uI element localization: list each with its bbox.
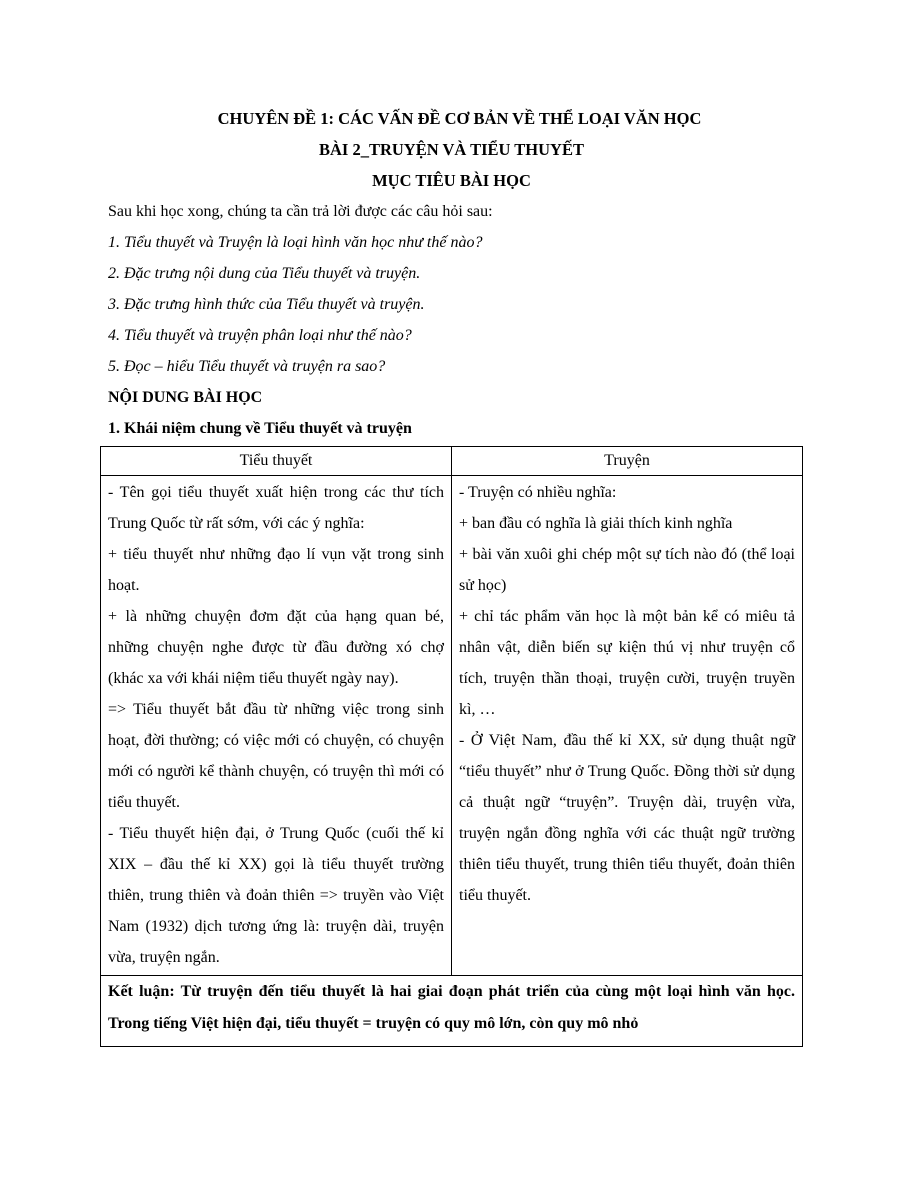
conclusion-row — [101, 976, 803, 1047]
document-page — [100, 103, 803, 1047]
novel-paragraph: - Tên gọi tiểu thuyết xuất hiện trong các thư tích Trung Quốc từ rất sớm, với các ý nghĩa: — [108, 484, 444, 532]
column-header-novel: Tiểu thuyết — [101, 447, 452, 476]
story-paragraph: + bài văn xuôi ghi chép một sự tích nào đó (thể loại sử học) — [459, 546, 795, 594]
lesson-title: BÀI 2_TRUYỆN VÀ TIỂU THUYẾT — [319, 140, 584, 159]
novel-paragraph: + tiểu thuyết như những đạo lí vụn vặt trong sinh hoạt. — [108, 546, 444, 594]
table-header-row — [101, 447, 803, 476]
novel-cell — [101, 476, 452, 976]
objective-question: 5. Đọc – hiểu Tiểu thuyết và truyện ra sao? — [108, 358, 386, 375]
comparison-table — [100, 446, 803, 1047]
objectives-intro: Sau khi học xong, chúng ta cần trả lời được các câu hỏi sau: — [108, 203, 493, 220]
novel-paragraph: - Tiểu thuyết hiện đại, ở Trung Quốc (cuối thế kỉ XIX – đầu thế kỉ XX) gọi là tiểu thuyết trường thiên, trung thiên và đoản thiên => truyền vào Việt Nam (1932) dịch tương ứng là: truyện dài, truyện vừa, truyện ngắn. — [108, 825, 444, 966]
topic-title: CHUYÊN ĐỀ 1: CÁC VẤN ĐỀ CƠ BẢN VỀ THỂ LOẠI VĂN HỌC — [217, 109, 702, 128]
story-paragraph: - Truyện có nhiều nghĩa: — [459, 484, 617, 501]
objectives-title: MỤC TIÊU BÀI HỌC — [372, 171, 531, 190]
objective-question: 3. Đặc trưng hình thức của Tiểu thuyết và truyện. — [108, 296, 425, 313]
column-header-story: Truyện — [452, 447, 803, 476]
objective-question: 2. Đặc trưng nội dung của Tiểu thuyết và truyện. — [108, 265, 421, 282]
table-row — [101, 476, 803, 976]
content-title: NỘI DUNG BÀI HỌC — [108, 389, 263, 406]
story-paragraph: + chỉ tác phẩm văn học là một bản kể có miêu tả nhân vật, diễn biến sự kiện thú vị như truyện cổ tích, truyện thần thoại, truyện cười, truyện truyền kì, … — [459, 608, 795, 718]
novel-paragraph: => Tiểu thuyết bắt đầu từ những việc trong sinh hoạt, đời thường; có việc mới có chuyện, có chuyện mới có người kể thành chuyện, có truyện thì mới có tiểu thuyết. — [108, 701, 444, 811]
objective-question: 4. Tiểu thuyết và truyện phân loại như thế nào? — [108, 327, 412, 344]
objective-question: 1. Tiểu thuyết và Truyện là loại hình văn học như thế nào? — [108, 234, 483, 251]
story-paragraph: + ban đầu có nghĩa là giải thích kinh nghĩa — [459, 515, 733, 532]
conclusion-text: Kết luận: Từ truyện đến tiểu thuyết là hai giai đoạn phát triển của cùng một loại hình văn học. Trong tiếng Việt hiện đại, tiểu thuyết = truyện có quy mô lớn, còn quy mô nhỏ — [101, 976, 803, 1047]
story-paragraph: - Ở Việt Nam, đầu thế kỉ XX, sử dụng thuật ngữ “tiểu thuyết” như ở Trung Quốc. Đồng thời sử dụng cả thuật ngữ “truyện”. Truyện dài, truyện vừa, truyện ngắn đồng nghĩa với các thuật ngữ trường thiên tiểu thuyết, trung thiên tiểu thuyết, đoản thiên tiểu thuyết. — [459, 732, 795, 904]
story-cell — [452, 476, 803, 976]
section-title: 1. Khái niệm chung về Tiểu thuyết và truyện — [108, 420, 412, 437]
novel-paragraph: + là những chuyện đơm đặt của hạng quan bé, những chuyện nghe được từ đầu đường xó chợ (khác xa với khái niệm tiểu thuyết ngày nay). — [108, 608, 444, 687]
